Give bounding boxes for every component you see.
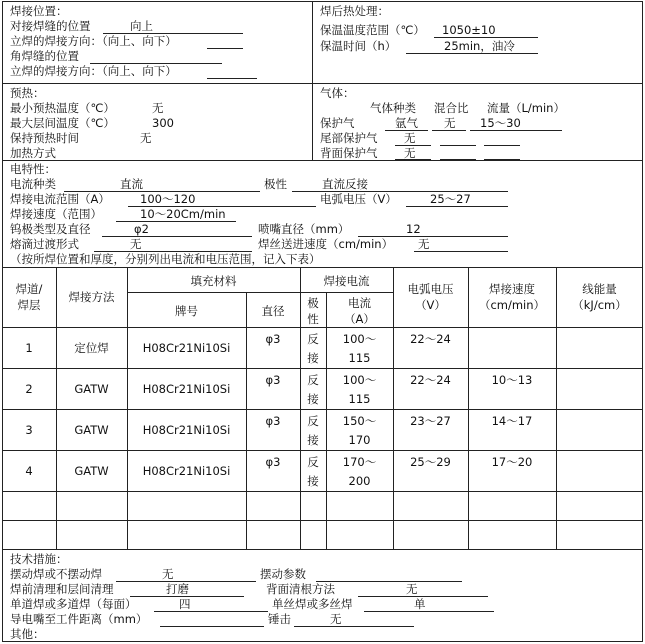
frame-left <box>2 1 3 642</box>
header-filler: 填充材料 <box>190 274 237 288</box>
arc-voltage-line <box>406 206 508 207</box>
gas-back-label: 背面保护气 <box>320 146 378 160</box>
gas-back-type: 无 <box>404 146 416 160</box>
gas-shield-flow: 15～30 <box>480 116 521 130</box>
gas-header-flow: 流量（L/min） <box>487 101 565 115</box>
table-row-line <box>2 520 643 521</box>
speed-label: 焊接速度（范围） <box>10 207 102 221</box>
post-weld-temp-value: 1050±10 <box>442 23 496 37</box>
clean-value: 打磨 <box>166 582 189 596</box>
header-method: 焊接方法 <box>68 290 115 304</box>
divider-mid-top <box>312 1 313 161</box>
cell-grade: H08Cr21Ni10Si <box>142 382 231 396</box>
cell-pass: 3 <box>25 423 33 437</box>
transfer-value: 无 <box>130 237 142 251</box>
preheat-max-interpass-value: 300 <box>152 116 174 130</box>
cell-amp-1: 150～ <box>342 414 377 428</box>
gas-header-type: 气体种类 <box>370 101 416 115</box>
vertical-direction-2-label: 立焊的焊接方向：（向上、向下） <box>10 64 177 78</box>
cell-pass: 4 <box>25 464 33 478</box>
current-range-value: 100～120 <box>140 192 196 206</box>
header-speed-line2: （cm/min） <box>478 298 546 312</box>
cell-amp-1: 100～ <box>342 332 377 346</box>
post-weld-temp-label: 保温温度范围（℃） <box>320 23 425 37</box>
table-row-line <box>2 450 643 451</box>
polarity-value: 直流反接 <box>322 177 368 191</box>
wire-value: 单 <box>414 597 426 611</box>
gas-back-line-3 <box>484 159 520 160</box>
other-label: 其他： <box>10 627 45 641</box>
current-type-label: 电流种类 <box>10 177 56 191</box>
gas-shield-mix-line <box>432 130 466 131</box>
header-amp-line1: 电流 <box>348 296 371 310</box>
post-weld-temp-line <box>434 37 538 38</box>
cell-speed: 10～13 <box>491 373 533 387</box>
pass-line <box>154 611 268 612</box>
gas-back-line-1 <box>395 159 431 160</box>
weave-label: 摆动焊或不摆动焊 <box>10 567 102 581</box>
hammer-label: 锤击 <box>268 612 291 626</box>
gas-back-line-2 <box>440 159 476 160</box>
cell-grade: H08Cr21Ni10Si <box>142 341 231 355</box>
butt-weld-position-label: 对接焊缝的位置 <box>10 19 91 33</box>
pass-value: 四 <box>179 597 191 611</box>
electrode-value: φ2 <box>134 222 149 236</box>
cell-pass: 1 <box>25 341 33 355</box>
wire-speed-line <box>414 251 508 252</box>
preheat-hold-time-value: 无 <box>140 131 152 145</box>
header-diameter: 直径 <box>261 304 285 318</box>
electrical-title: 电特性： <box>10 162 56 176</box>
butt-weld-position-value: 向上 <box>130 19 153 33</box>
arc-voltage-value: 25～27 <box>430 192 471 206</box>
gas-shield-flow-line <box>470 130 562 131</box>
clean-label: 焊前清理和层间清理 <box>10 582 114 596</box>
post-weld-time-value: 25min，油冷 <box>444 39 515 53</box>
cell-amp-1: 170～ <box>342 455 377 469</box>
table-row-line <box>2 491 643 492</box>
electrode-label: 钨极类型及直径 <box>10 222 91 236</box>
gas-shield-label: 保护气 <box>320 116 355 130</box>
cell-diameter: φ3 <box>265 414 281 428</box>
ctwd-line <box>160 626 264 627</box>
header-energy-line2: （kJ/cm） <box>572 298 627 312</box>
header-current: 焊接电流 <box>323 274 370 288</box>
header-speed-line1: 焊接速度 <box>489 282 535 296</box>
divider-2 <box>2 160 643 161</box>
cell-diameter: φ3 <box>265 332 281 346</box>
cell-method: GATW <box>74 382 109 396</box>
cell-grade: H08Cr21Ni10Si <box>142 464 231 478</box>
cell-voltage: 23～27 <box>410 414 451 428</box>
table-row-line <box>2 368 643 369</box>
wire-speed-label: 焊丝送进速度（cm/min） <box>258 237 394 251</box>
cell-polarity-2: 接 <box>307 433 319 447</box>
header-energy-line1: 线能量 <box>582 282 617 296</box>
divider-4 <box>2 549 643 550</box>
header-pass-line2: 焊层 <box>17 298 41 312</box>
gas-tail-line-3 <box>484 145 520 146</box>
cell-polarity-2: 接 <box>307 474 319 488</box>
preheat-title: 预热： <box>10 86 45 100</box>
technique-title: 技术措施： <box>10 552 68 566</box>
header-polarity-line1: 极 <box>307 296 319 310</box>
header-voltage-line1: 电弧电压 <box>407 282 454 296</box>
weave-value: 无 <box>162 567 174 581</box>
cell-diameter: φ3 <box>265 373 281 387</box>
cell-amp-1: 100～ <box>342 373 377 387</box>
cell-amp-2: 200 <box>348 474 371 488</box>
cell-amp-2: 115 <box>348 392 371 406</box>
cell-method: GATW <box>74 423 109 437</box>
wire-line <box>364 611 494 612</box>
fillet-weld-position-label: 角焊缝的位置 <box>10 49 79 63</box>
vertical-direction-label: 立焊的焊接方向：（向上、向下） <box>10 34 177 48</box>
cell-polarity-1: 反 <box>307 332 319 346</box>
table-col-line <box>56 267 57 549</box>
divider-3 <box>2 267 643 268</box>
hammer-value: 无 <box>330 612 342 626</box>
gas-header-mix: 混合比 <box>434 101 469 115</box>
wire-speed-value: 无 <box>418 237 430 251</box>
divider-1 <box>2 83 643 84</box>
transfer-label: 熔滴过渡形式 <box>10 237 79 251</box>
header-polarity-line2: 性 <box>307 312 319 326</box>
ctwd-label: 导电嘴至工件距离（mm） <box>10 612 148 626</box>
electrode-line <box>102 236 252 237</box>
table-row-line <box>2 409 643 410</box>
cell-polarity-1: 反 <box>307 414 319 428</box>
cell-polarity-1: 反 <box>307 373 319 387</box>
hammer-line <box>294 626 414 627</box>
gas-tail-label: 尾部保护气 <box>320 131 378 145</box>
current-type-value: 直流 <box>120 177 143 191</box>
electrical-note: （按所焊位置和厚度，分别列出电流和电压范围，记入下表） <box>10 252 321 266</box>
preheat-heating-method-label: 加热方式 <box>10 146 56 160</box>
polarity-label: 极性 <box>264 177 287 191</box>
cell-polarity-2: 接 <box>307 392 319 406</box>
pass-label: 单道焊或多道焊（每面） <box>10 597 137 611</box>
nozzle-value: 12 <box>406 222 421 236</box>
cell-amp-2: 115 <box>348 351 371 365</box>
cell-voltage: 22～24 <box>410 373 451 387</box>
back-gouge-label: 背面清根方法 <box>266 582 335 596</box>
table-row-line <box>127 292 393 293</box>
nozzle-label: 喷嘴直径（mm） <box>258 222 350 236</box>
cell-polarity-1: 反 <box>307 455 319 469</box>
vertical-direction-line <box>207 48 243 49</box>
header-voltage-line2: （V） <box>415 298 446 312</box>
cell-voltage: 25～29 <box>410 455 451 469</box>
wire-label: 单丝焊或多丝焊 <box>272 597 353 611</box>
post-weld-time-line <box>406 53 538 54</box>
vertical-direction-2-line <box>207 78 257 79</box>
back-gouge-value: 无 <box>406 582 418 596</box>
gas-shield-mix: 无 <box>444 116 456 130</box>
gas-tail-type: 无 <box>404 131 416 145</box>
weave-param-label: 摆动参数 <box>260 567 306 581</box>
weld-position-title: 焊接位置： <box>10 4 68 18</box>
preheat-min-temp-label: 最小预热温度（℃） <box>10 101 115 115</box>
post-weld-title: 焊后热处理： <box>320 4 389 18</box>
preheat-max-interpass-label: 最大层间温度（℃） <box>10 116 115 130</box>
cell-speed: 17～20 <box>491 455 533 469</box>
cell-grade: H08Cr21Ni10Si <box>142 423 231 437</box>
cell-amp-2: 170 <box>348 433 371 447</box>
current-range-label: 焊接电流范围（A） <box>10 192 110 206</box>
gas-shield-type: 氩气 <box>395 116 418 130</box>
cell-diameter: φ3 <box>265 455 281 469</box>
frame-top <box>2 1 643 2</box>
gas-title: 气体： <box>320 86 355 100</box>
gas-tail-line-2 <box>440 145 476 146</box>
weave-param-line <box>316 581 462 582</box>
preheat-hold-time-label: 保持预热时间 <box>10 131 79 145</box>
frame-bottom <box>2 641 643 642</box>
header-pass-line1: 焊道/ <box>15 282 43 296</box>
cell-pass: 2 <box>25 382 33 396</box>
table-row-line <box>2 327 643 328</box>
cell-method: 定位焊 <box>74 341 109 355</box>
cell-method: GATW <box>74 464 109 478</box>
welding-procedure-form <box>2 1 643 642</box>
cell-voltage: 22～24 <box>410 332 451 346</box>
post-weld-time-label: 保温时间（h） <box>320 39 397 53</box>
frame-right <box>642 1 643 642</box>
speed-value: 10～20Cm/min <box>140 207 226 221</box>
header-amp-line2: （A） <box>344 312 375 326</box>
cell-polarity-2: 接 <box>307 351 319 365</box>
arc-voltage-label: 电弧电压（V） <box>320 192 397 206</box>
cell-speed: 14～17 <box>491 414 533 428</box>
header-grade: 牌号 <box>175 304 198 318</box>
preheat-min-temp-value: 无 <box>152 101 164 115</box>
